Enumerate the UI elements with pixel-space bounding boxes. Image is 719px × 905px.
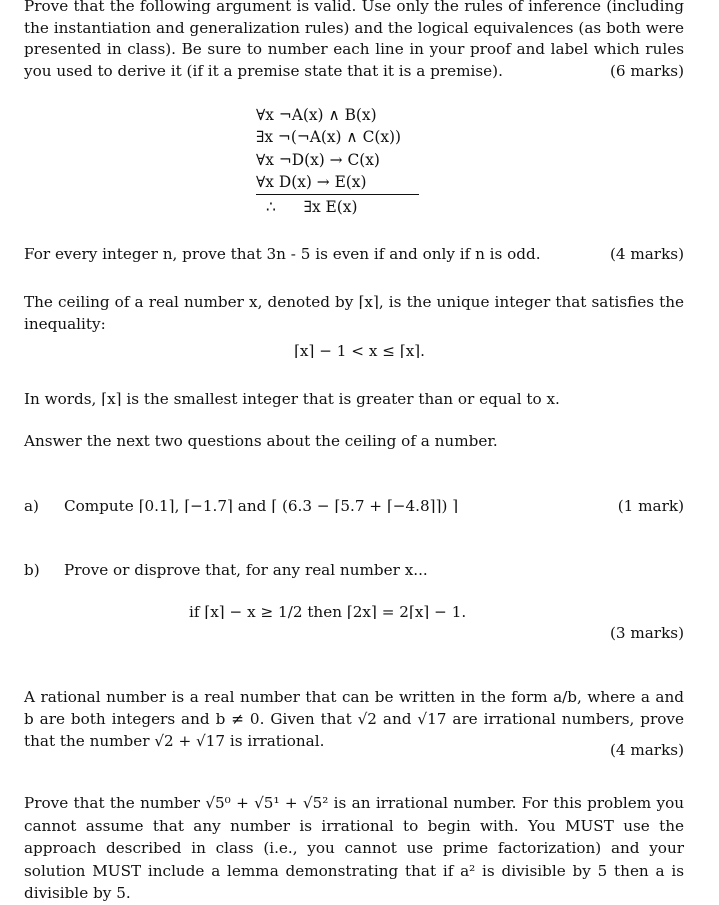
- q3-definition: [24, 292, 684, 335]
- q3-definition-text: The ceiling of a real number x, denoted by ⌈x⌉, is the unique integer that satisfies the inequality:: [24, 293, 684, 333]
- q4-text: A rational number is a real number that can be written in the form a/b, where a and b are both integers and b ≠ 0. Given that √2 and √17 are irrational numbers, prove that the number √2 + √17 is irrational.: [24, 688, 684, 750]
- ceiling-inequality: ⌈x⌉ − 1 < x ≤ ⌈x⌉.: [293, 342, 426, 360]
- part-a-label: a): [24, 497, 39, 515]
- q3-in-words: In words, ⌈x⌉ is the smallest integer that is greater than or equal to x.: [24, 390, 560, 408]
- q4-block: [24, 686, 684, 752]
- part-b-marks: (3 marks): [609, 624, 684, 642]
- conclusion: ∃x E(x): [303, 198, 358, 216]
- q1-marks: (6 marks): [609, 62, 684, 80]
- premise-1: ∀x ¬A(x) ∧ B(x): [256, 106, 377, 124]
- argument-rule: [256, 194, 419, 195]
- part-b-text: Prove or disprove that, for any real number x...: [64, 561, 428, 579]
- part-b-label: b): [24, 561, 40, 579]
- premise-2: ∃x ¬(¬A(x) ∧ C(x)): [256, 128, 402, 147]
- q2-marks: (4 marks): [609, 245, 684, 263]
- premise-3: ∀x ¬D(x) → C(x): [256, 150, 380, 169]
- q2-text: For every integer n, prove that 3n - 5 is even if and only if n is odd.: [24, 245, 541, 263]
- therefore-symbol: ∴: [266, 198, 276, 216]
- conclusion-line: [266, 196, 357, 218]
- q5-text: Prove that the number √5⁰ + √5¹ + √5² is an irrational number. For this problem you cannot assume that any number is irrational to begin with. You MUST use the approach described in class (i.e., you cannot use prime factorization) and your solution MUST include a lemma demonstrating that if a² is divisible by 5 then a is divisible by 5.: [24, 794, 684, 902]
- part-a-marks: (1 mark): [617, 497, 684, 515]
- premise-4: ∀x D(x) → E(x): [256, 173, 367, 192]
- q1-intro: [24, 0, 684, 82]
- q1-intro-text: Prove that the following argument is valid. Use only the rules of inference (including the instantiation and generalization rules) and the logical equivalences (as both were presented in class). Be sure to number each line in your proof and label which rules you used to derive it (if it a premise state that it is a premise).: [24, 0, 684, 80]
- q3-instruction: Answer the next two questions about the ceiling of a number.: [24, 432, 498, 450]
- part-b-condition: if ⌈x⌉ − x ≥ 1/2 then ⌈2x⌉ = 2⌈x⌉ − 1.: [189, 603, 467, 621]
- argument-block: [256, 104, 426, 216]
- q4-marks: (4 marks): [609, 741, 684, 759]
- q2-row: [24, 244, 684, 265]
- part-a-text: Compute ⌈0.1⌉, ⌈−1.7⌉ and ⌈ (6.3 − ⌈5.7 + ⌈−4.8⌉⌉) ⌉: [64, 497, 459, 515]
